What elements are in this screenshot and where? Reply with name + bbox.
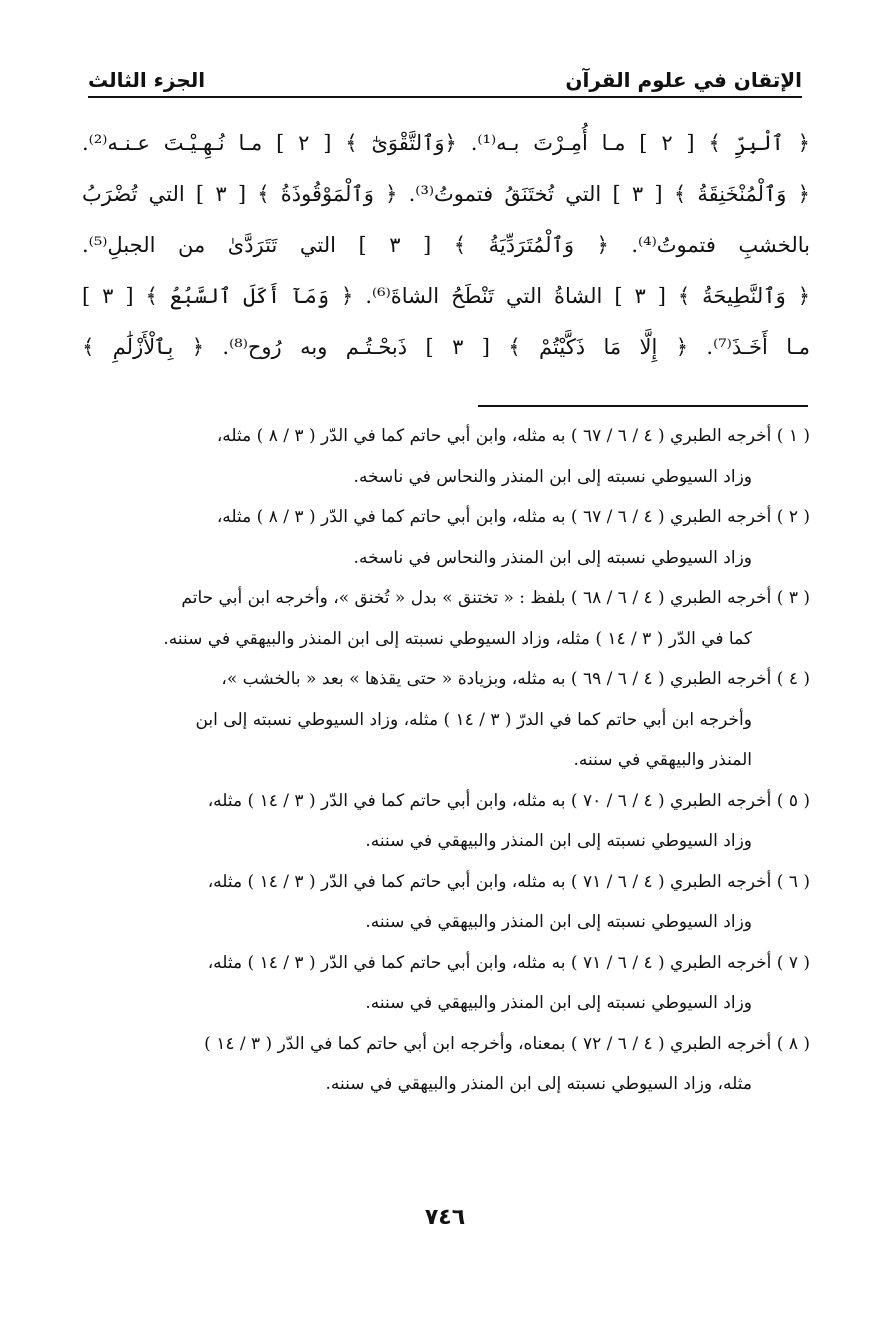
page-number: ٧٤٦: [424, 1205, 466, 1230]
header-divider: [88, 96, 802, 98]
footnote-continuation: وأخرجه ابن أبي حاتم كما في الدرّ ( ٣ / ١٤ ) مثله، وزاد السيوطي نسبته إلى ابن: [195, 709, 752, 730]
body-line: ﴿ وَٱلْمُنْخَنِقَةُ ﴾ [ ٣ ] التي تُختَنَقُ فتموتُ⁽³⁾. ﴿ وَٱلْمَوْقُوذَةُ ﴾ [ ٣ ] التي تُضْرَبُ: [82, 182, 810, 206]
footnote-text: أخرجه الطبري ( ٤ / ٦ / ٧٠ ) به مثله، وابن أبي حاتم كما في الدّر ( ٣ / ١٤ ) مثله،: [207, 790, 772, 811]
footnote-5: [82, 781, 810, 862]
footnote-2: [82, 497, 810, 578]
footnote-7: [82, 943, 810, 1024]
book-title: الإتقان في علوم القرآن: [565, 68, 802, 92]
footnote-number: ( ٨ ): [776, 1033, 810, 1054]
footnote-text: أخرجه الطبري ( ٤ / ٦ / ٧١ ) به مثله، وابن أبي حاتم كما في الدّر ( ٣ / ١٤ ) مثله،: [207, 871, 772, 892]
footnote-text: أخرجه الطبري ( ٤ / ٦ / ٦٩ ) به مثله، وبزيادة « حتى يقذها » بعد « بالخشب »،: [221, 669, 772, 689]
footnote-continuation: وزاد السيوطي نسبته إلى ابن المنذر والبيهقي في سننه.: [365, 993, 752, 1013]
footnote-text: أخرجه الطبري ( ٤ / ٦ / ٧١ ) به مثله، وابن أبي حاتم كما في الدّر ( ٣ / ١٤ ) مثله،: [207, 952, 772, 973]
footnote-1: [82, 416, 810, 497]
running-header: [88, 52, 802, 92]
footnote-number: ( ٥ ): [776, 790, 810, 811]
footnote-number: ( ٦ ): [776, 871, 810, 892]
footnote-continuation: المنذر والبيهقي في سننه.: [573, 750, 752, 770]
main-body-text: [82, 118, 810, 373]
footnote-text: أخرجه الطبري ( ٤ / ٦ / ٦٧ ) به مثله، وابن أبي حاتم كما في الدّر ( ٣ / ٨ ) مثله،: [216, 507, 772, 527]
footnote-number: ( ١ ): [776, 426, 810, 446]
body-line: بالخشبِ فتموتُ⁽⁴⁾. ﴿ وَٱلْمُتَرَدِّيَةُ ﴾ [ ٣ ] التي تَتَرَدَّىٰ من الجبلِ⁽⁵⁾.: [82, 233, 810, 257]
body-line: ﴿ ٱلْبِرِّ ﴾ [ ٢ ] مـا أُمِـرْتَ بـه⁽¹⁾. ﴿وَٱلتَّقْوَىٰٓ ﴾ [ ٢ ] مـا نُـهِـيْـتَ عـنـه⁽²⁾.: [82, 131, 810, 155]
footnote-text: أخرجه الطبري ( ٤ / ٦ / ٦٨ ) بلفظ : « تختنق » بدل « تُخنق »، وأخرجه ابن أبي حاتم: [181, 588, 772, 608]
footnote-6: [82, 862, 810, 943]
body-line: مـا أَخَـذَ⁽⁷⁾. ﴿ إِلَّا مَا ذَكَّيْتُمْ ﴾ [ ٣ ] ذَبحْـتُـم وبه رُوح⁽⁸⁾. ﴿ بِٱلْأَزْلَٰمِ ﴾: [82, 335, 810, 359]
footnote-number: ( ٤ ): [776, 669, 810, 689]
footnote-text: أخرجه الطبري ( ٤ / ٦ / ٧٢ ) بمعناه، وأخرجه ابن أبي حاتم كما في الدّر ( ٣ / ١٤ ): [204, 1033, 772, 1054]
volume-label: الجزء الثالث: [88, 68, 206, 92]
footnote-continuation: وزاد السيوطي نسبته إلى ابن المنذر والنحاس في ناسخه.: [353, 547, 752, 568]
footnote-number: ( ٣ ): [776, 588, 810, 608]
footnote-number: ( ٢ ): [776, 507, 810, 527]
footnote-8: [82, 1024, 810, 1105]
footnote-continuation: وزاد السيوطي نسبته إلى ابن المنذر والبيهقي في سننه.: [365, 912, 752, 932]
footnote-text: أخرجه الطبري ( ٤ / ٦ / ٦٧ ) به مثله، وابن أبي حاتم كما في الدّر ( ٣ / ٨ ) مثله،: [216, 426, 772, 446]
footnote-continuation: كما في الدّر ( ٣ / ١٤ ) مثله، وزاد السيوطي نسبته إلى ابن المنذر والبيهقي في سننه.: [163, 628, 752, 649]
footnotes-section: [82, 416, 810, 1105]
footnote-4: [82, 659, 810, 781]
footnote-continuation: وزاد السيوطي نسبته إلى ابن المنذر والنحاس في ناسخه.: [353, 466, 752, 487]
footnote-divider: [478, 405, 808, 407]
footnote-continuation: مثله، وزاد السيوطي نسبته إلى ابن المنذر والبيهقي في سننه.: [325, 1074, 752, 1094]
footnote-continuation: وزاد السيوطي نسبته إلى ابن المنذر والبيهقي في سننه.: [365, 831, 752, 851]
footnote-3: [82, 578, 810, 659]
body-line: ﴿ وَٱلنَّطِيحَةُ ﴾ [ ٣ ] الشاةُ التي تَنْطَحُ الشاةَ⁽⁶⁾. ﴿ وَمَآ أَكَلَ ٱلسَّبُعُ ﴾ [ ٣ ]: [82, 284, 810, 308]
footnote-number: ( ٧ ): [776, 952, 810, 973]
